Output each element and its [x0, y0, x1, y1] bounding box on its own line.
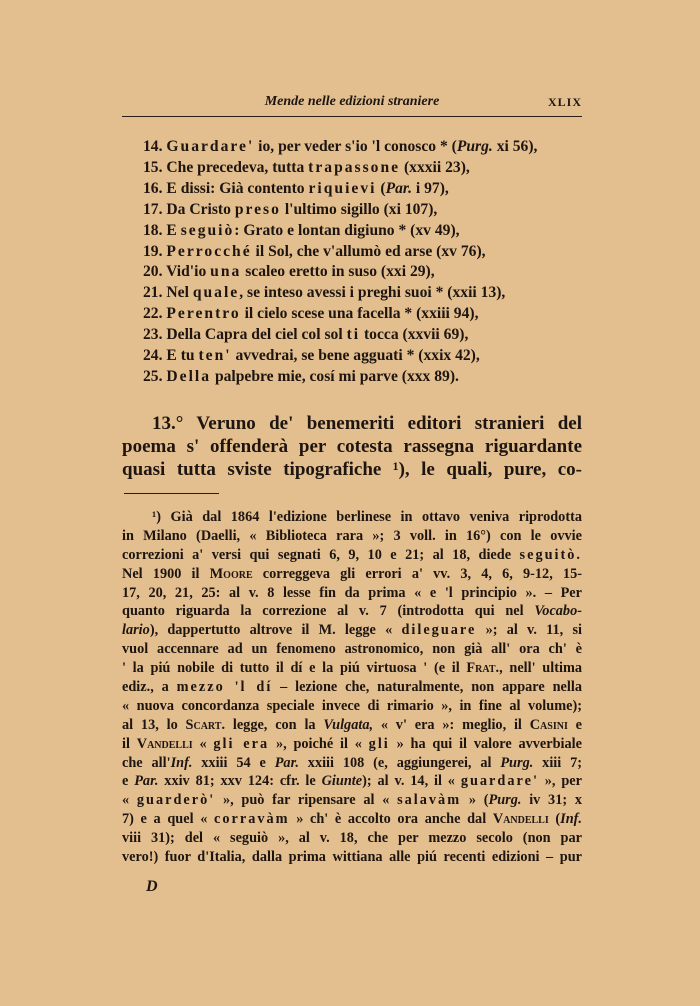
footnote [122, 508, 582, 867]
text-run: correggeva gli errori a' vv. 3, 4, 6, 9-12, 15- [252, 565, 582, 582]
text-run: 19. [143, 242, 167, 260]
text-run: scaleo eretto in suso (xxi 29), [241, 263, 435, 281]
running-title: Mende nelle edizioni straniere [264, 94, 440, 109]
text-run: Par. [134, 773, 159, 790]
text-run: 25. [143, 367, 167, 385]
text-run: legge, con la [225, 716, 324, 733]
body-paragraph [122, 412, 582, 481]
text-run: 23. Della Capra del ciel col sol [143, 326, 347, 344]
text-run: xxiv 81; xxv 124: cfr. le [158, 773, 322, 790]
text-run: 17. Da Cristo [143, 200, 235, 218]
text-run: una [210, 263, 242, 281]
text-run: ti [346, 326, 361, 344]
footnote-line [122, 678, 582, 697]
text-run: gli [368, 735, 390, 752]
footnote-line [122, 508, 582, 527]
text-run: »; al v. 11, si [476, 622, 583, 639]
text-run: viii 31); del « seguiò », al v. 18, che per mezzo secolo (non par [122, 830, 582, 847]
text-run: », poiché il « [269, 735, 369, 752]
text-run: 7) e a quel « [122, 811, 215, 828]
text-run: poema s' offenderà per cotesta rassegna riguardante [122, 436, 582, 457]
text-run: – lezione che, naturalmente, non appare nella [272, 679, 582, 696]
text-run: gli era [213, 735, 270, 752]
footnote-line [122, 810, 582, 829]
text-run: 13.° Veruno de' benemeriti editori stranieri del [152, 413, 582, 434]
footnote-line [122, 640, 582, 659]
footnote-line [122, 527, 582, 546]
text-run: , nell' ultima [499, 660, 582, 677]
text-run: « v' era »: meglio, il [373, 716, 530, 733]
text-run: , se inteso avessi i preghi suoi * (xxii 13), [239, 284, 506, 302]
text-run: Par. [274, 754, 299, 771]
verse-line [143, 367, 537, 388]
footnote-line [122, 546, 582, 565]
text-run: vero!) fuor d'Italia, dalla prima wittiana alle piú recenti edizioni – pur [122, 849, 582, 866]
footnote-line [122, 659, 582, 678]
text-run: Perentro [166, 305, 241, 323]
text-run: salavàm [397, 792, 462, 809]
text-run: Purg. [456, 138, 493, 155]
text-run: xiii 7; [533, 754, 582, 771]
paragraph-line [122, 458, 582, 481]
verse-list [143, 137, 537, 388]
footnote-line [122, 735, 582, 754]
verse-line [143, 179, 537, 200]
text-run: : Grato e lontan digiuno * (xv 49), [234, 221, 460, 239]
verse-line [143, 137, 537, 158]
text-run: ( [376, 179, 386, 197]
text-run: Vandelli [136, 735, 193, 752]
running-header [122, 94, 582, 117]
text-run: che all' [122, 754, 171, 771]
text-run: guarderò' [136, 792, 216, 809]
paragraph-line [122, 435, 582, 458]
paragraph-line [122, 412, 582, 435]
text-run: il cielo scese una facella * (xxiii 94), [240, 305, 479, 323]
text-run: quale [192, 284, 240, 302]
text-run: Perrocché [166, 242, 252, 260]
text-run: i 97), [412, 179, 449, 197]
text-run: riquievi [308, 179, 377, 197]
text-run: ' la piú nobile di tutto il dí e la piú virtuosa ' (e il [122, 660, 467, 677]
verse-line [143, 221, 537, 242]
text-run: Della [166, 367, 212, 385]
verse-line [143, 158, 537, 179]
footnote-line [122, 584, 582, 603]
text-run: », può far ripensare al « [215, 792, 398, 809]
text-run: 24. E tu [143, 347, 199, 365]
text-run: dileguare [401, 622, 477, 639]
verse-line [143, 346, 537, 367]
text-run: ediz., a [122, 679, 177, 696]
text-run: trapassone [308, 158, 401, 176]
text-run: » ha qui il valore avverbiale [389, 735, 582, 752]
text-run: quanto riguarda la correzione al v. 7 (introdotta qui nel [122, 603, 535, 620]
text-run: tocca (xxvii 69), [360, 326, 469, 344]
text-run: Inf. [560, 811, 583, 828]
text-run: seguiò [180, 221, 235, 239]
text-run: Purg. [500, 754, 534, 771]
text-run: 21. Nel [143, 284, 193, 302]
footnote-line [122, 565, 582, 584]
text-run: l'ultimo sigillo (xi 107), [280, 200, 438, 218]
text-run: in Milano (Daelli, « Biblioteca rara »; 3 voll. in 16°) con le ovvie [122, 527, 582, 544]
text-run: « nuova concordanza speciale invece di rimario », in fine al volume); [122, 697, 582, 714]
text-run: (xxxii 23), [400, 158, 470, 176]
text-run: xxiii 108 (e, aggiungerei, al [298, 754, 501, 771]
footnote-line [122, 716, 582, 735]
footnote-line [122, 791, 582, 810]
text-run: al 13, lo [122, 716, 186, 733]
text-run: 17, 20, 21, 25: al v. 8 lesse fin da prima « e 'l principio ». – Per [122, 584, 582, 601]
text-run: ), dappertutto altrove il M. legge « [149, 622, 402, 639]
text-run: quasi tutta sviste tipografiche ¹), le quali, pure, co- [122, 459, 582, 480]
text-run: Scart. [185, 716, 226, 733]
text-run: vuol accennare ad un fenomeno astronomico, non già all' ora ch' è [122, 641, 582, 658]
verse-line [143, 304, 537, 325]
text-run: 18. E [143, 221, 181, 239]
text-run: ( [548, 811, 561, 828]
text-run: Guardare' [166, 138, 255, 155]
text-run: e [122, 773, 135, 790]
text-run: io, per veder s'io 'l conosco * ( [254, 138, 457, 155]
text-run: 20. Vid'io [143, 263, 211, 281]
text-run: » ch' è accolto ora anche dal [289, 811, 493, 828]
footnote-line [122, 754, 582, 773]
text-run: « [192, 735, 214, 752]
verse-line [143, 200, 537, 221]
text-run: Moore [209, 565, 253, 582]
text-run: guardare' [460, 773, 539, 790]
text-run: 16. E dissi: Già contento [143, 179, 309, 197]
text-run: corravàm [214, 811, 290, 828]
text-run: 14. [143, 138, 167, 155]
text-run: ¹) Già dal 1864 l'edizione berlinese in ottavo veniva riprodotta [152, 509, 582, 525]
footnote-line [122, 602, 582, 621]
text-run: 15. Che precedeva, tutta [143, 158, 309, 176]
footnote-rule [124, 493, 219, 494]
verse-line [143, 283, 537, 304]
text-run: palpebre mie, cosí mi parve (xxx 89). [211, 367, 459, 385]
text-run: Vandelli [492, 811, 549, 828]
page-number: XLIX [547, 95, 582, 109]
text-run: Casini [529, 716, 568, 733]
text-run: mezzo 'l dí [176, 679, 273, 696]
text-run: » ( [461, 792, 489, 809]
text-run: seguitò. [519, 546, 582, 563]
text-run: Par. [385, 179, 412, 197]
text-run: iv 31; x [521, 792, 582, 809]
verse-line [143, 262, 537, 283]
text-run: e [567, 716, 582, 733]
text-run: », per [538, 773, 582, 790]
text-run: Inf. [170, 754, 193, 771]
text-run: il [122, 735, 137, 752]
text-run: il Sol, che v'allumò ed arse (xv 76), [251, 242, 486, 260]
text-run: Vulgata, [323, 716, 374, 733]
footnote-line [122, 772, 582, 791]
text-run: Nel 1900 il [122, 565, 210, 582]
text-run: ); al v. 14, il « [362, 773, 461, 790]
text-run: preso [234, 200, 281, 218]
text-run: correzioni a' versi qui segnati 6, 9, 10 e 21; al 18, diede [122, 546, 520, 563]
verse-line [143, 325, 537, 346]
text-run: lario [122, 622, 150, 639]
signature-mark: D [146, 878, 158, 895]
text-run: 22. [143, 305, 167, 323]
text-run: Giunte [321, 773, 363, 790]
footnote-line [122, 848, 582, 867]
footnote-line [122, 697, 582, 716]
text-run: Purg. [488, 792, 522, 809]
footnote-line [122, 829, 582, 848]
text-run: avvedrai, se bene agguati * (xxix 42), [231, 347, 480, 365]
text-run: « [122, 792, 137, 809]
text-run: Vocabo- [534, 603, 582, 620]
verse-line [143, 242, 537, 263]
text-run: xxiii 54 e [192, 754, 275, 771]
text-run: xi 56), [492, 138, 538, 155]
footnote-line [122, 621, 582, 640]
text-run: ten' [198, 347, 232, 365]
text-run: Frat. [466, 660, 500, 677]
